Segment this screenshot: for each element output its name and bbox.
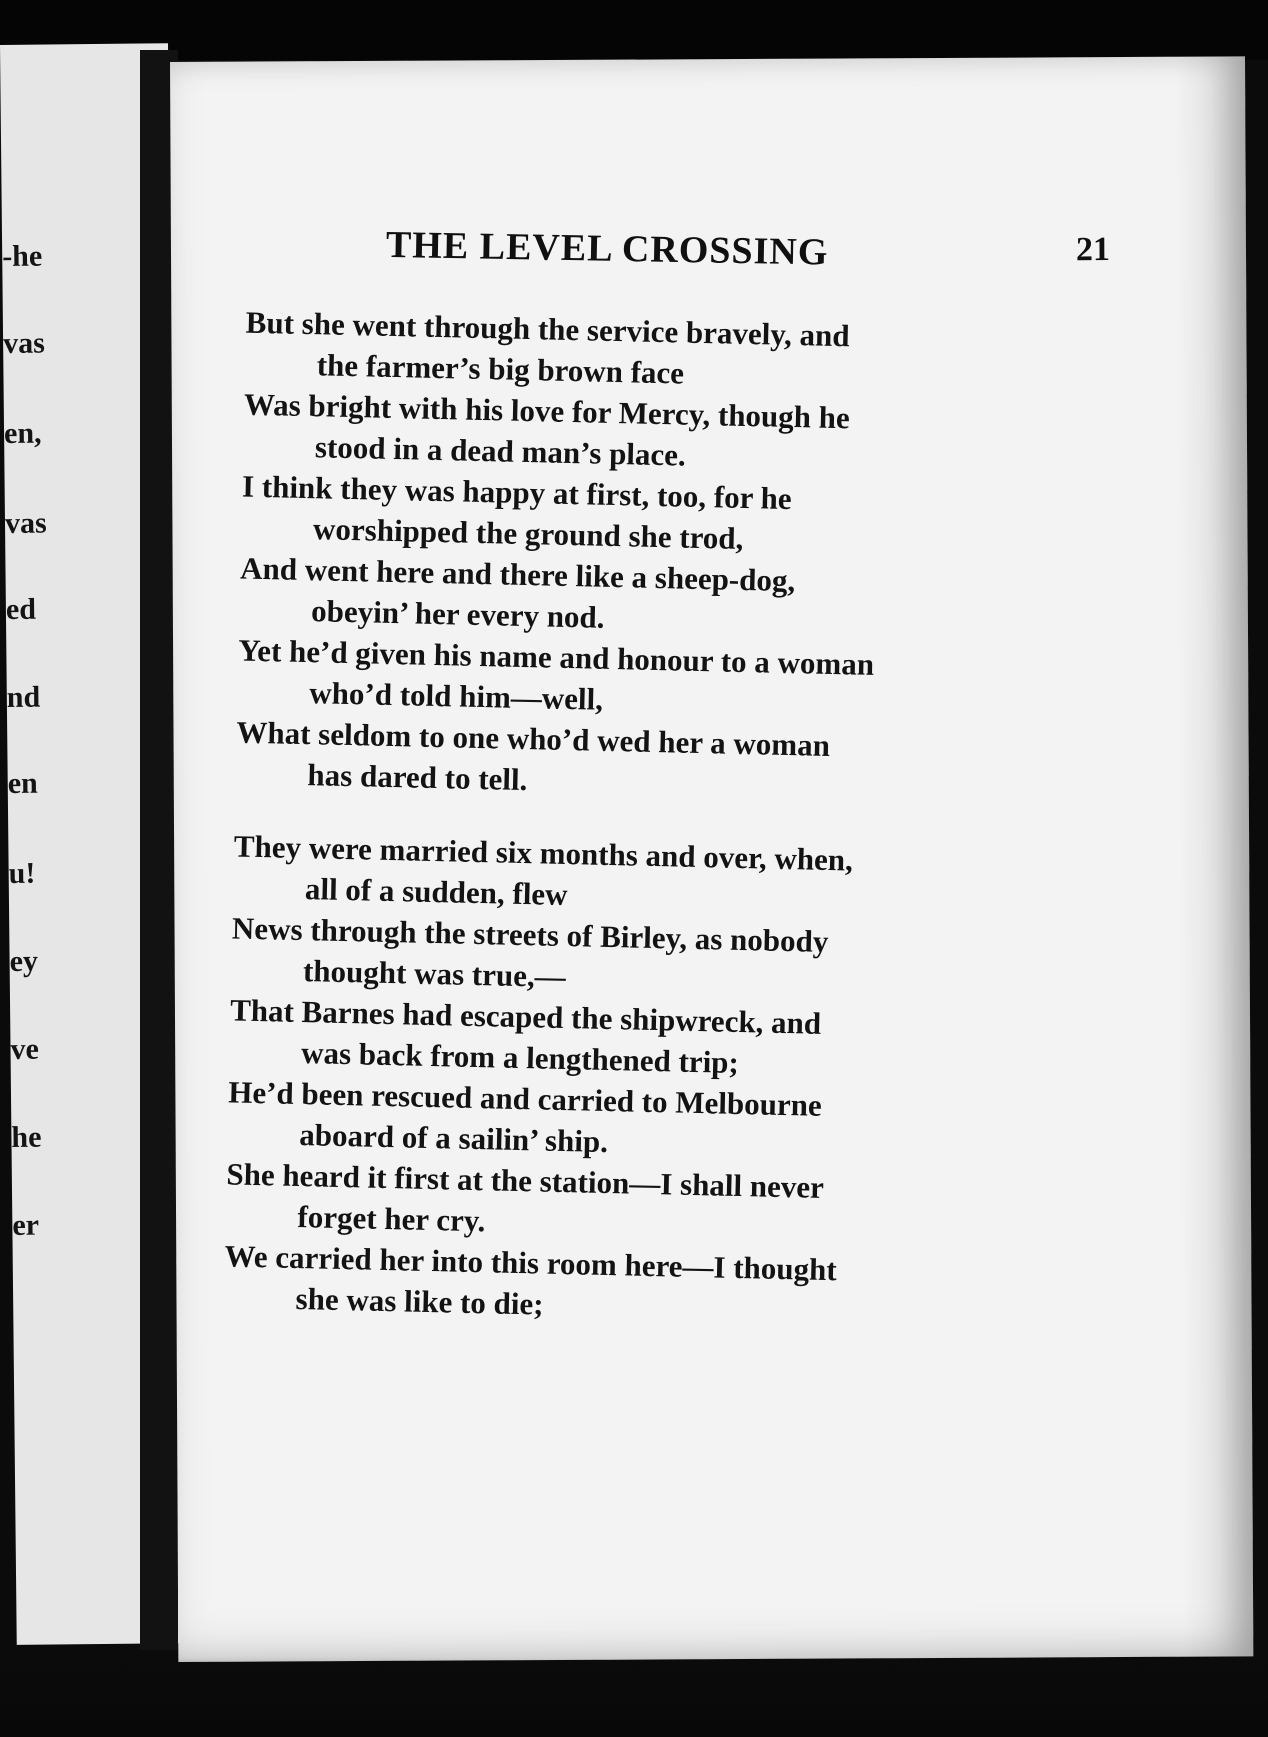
facing-page-word: ed <box>5 592 37 626</box>
verse-line-continuation: worshipped the ground she trod, <box>312 511 744 556</box>
verse-line-start: I think they was happy at first, too, for he <box>241 468 793 517</box>
verse-line-continuation: she was like to die; <box>295 1280 544 1322</box>
facing-page-word: ve <box>10 1032 40 1066</box>
verse-line-continuation: has dared to tell. <box>307 757 528 798</box>
verse-line-continuation: who’d told him—well, <box>309 675 604 717</box>
facing-page-word: vas <box>4 506 47 540</box>
running-title: THE LEVEL CROSSING <box>385 223 829 274</box>
facing-page-word: en, <box>3 416 42 450</box>
verse-line-continuation: was back from a lengthened trip; <box>300 1035 740 1080</box>
facing-page-word: vas <box>2 326 45 360</box>
verse-line-start: They were married six months and over, when, <box>233 828 854 878</box>
facing-page-word: ey <box>9 944 39 978</box>
verse-line-start: News through the streets of Birley, as nobody <box>231 910 829 959</box>
verse-line-continuation: forget her cry. <box>297 1199 486 1239</box>
stanza <box>235 302 946 810</box>
verse-line <box>233 825 935 923</box>
verse-line <box>225 1153 927 1251</box>
verse-line-start: Was bright with his love for Mercy, though he <box>243 386 851 436</box>
verse-line <box>235 711 937 809</box>
verse-line-start: But she went through the service bravely, and <box>245 304 850 354</box>
facing-page-word: nd <box>6 680 41 714</box>
poem-text <box>222 302 946 1366</box>
verse-line-continuation: stood in a dead man’s place. <box>314 429 687 473</box>
verse-line <box>227 1071 929 1169</box>
facing-page-word: u! <box>8 856 36 890</box>
verse-line-start: She heard it first at the station—I shall never <box>226 1156 825 1205</box>
verse-line-start: Yet he’d given his name and honour to a woman <box>237 632 875 682</box>
verse-line-start: That Barnes had escaped the shipwreck, and <box>229 992 822 1041</box>
verse-line <box>241 466 943 564</box>
facing-page-word: he <box>11 1120 42 1154</box>
verse-line-start: We carried her into this room here—I thought <box>224 1238 838 1288</box>
verse-line <box>231 907 933 1005</box>
verse-line-start: And went here and there like a sheep-dog, <box>239 550 796 599</box>
verse-line-start: What seldom to one who’d wed her a woman <box>236 714 831 763</box>
verse-line-continuation: obeyin’ her every nod. <box>310 593 605 635</box>
verse-line <box>237 630 939 728</box>
verse-line-continuation: all of a sudden, flew <box>304 871 568 913</box>
scan-background-bottom <box>0 1657 1268 1737</box>
page-number: 21 <box>1075 231 1111 269</box>
verse-line <box>243 384 945 482</box>
page-header <box>386 219 1186 283</box>
verse-line <box>229 989 931 1087</box>
stanza <box>223 825 934 1333</box>
verse-line-continuation: thought was true,— <box>302 953 567 995</box>
verse-line <box>244 302 946 400</box>
book-page <box>170 56 1253 1662</box>
facing-page-word: -he <box>2 239 43 273</box>
verse-line-continuation: the farmer’s big brown face <box>316 347 685 391</box>
facing-page-word: en <box>7 766 38 800</box>
facing-page-word: er <box>12 1208 40 1242</box>
verse-line-continuation: aboard of a sailin’ ship. <box>298 1117 609 1160</box>
verse-line-start: He’d been rescued and carried to Melbourne <box>227 1074 823 1123</box>
verse-line <box>239 548 941 646</box>
verse-line <box>223 1235 925 1333</box>
scan-background-top <box>0 0 1268 60</box>
